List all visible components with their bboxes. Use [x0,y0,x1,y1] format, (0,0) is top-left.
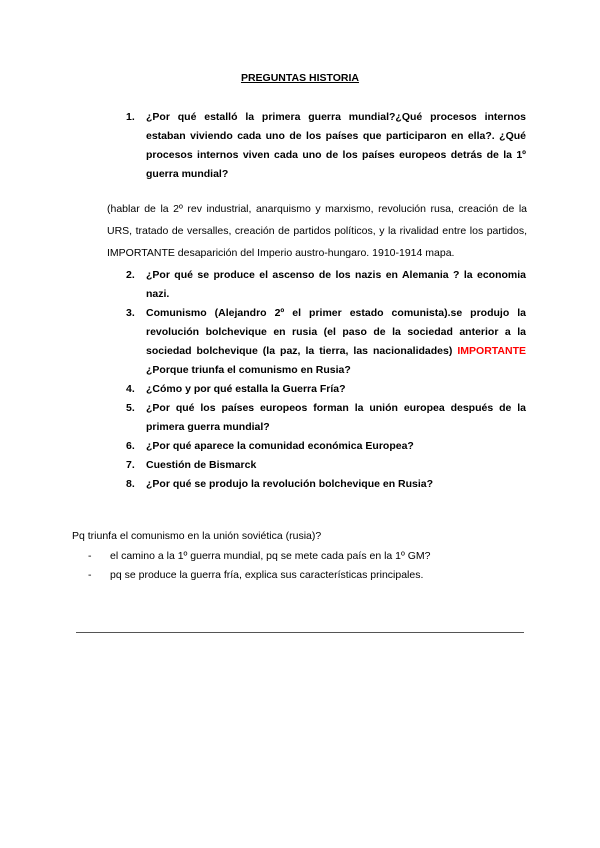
question-text: ¿Por qué los países europeos forman la unión europea después de la primera guerra mundial? [146,402,526,433]
question-text [146,304,526,380]
list-item [88,566,528,585]
question-list [126,266,526,494]
question-3 [126,304,526,380]
question-number: 4. [126,383,135,395]
question-number: 2. [126,269,135,281]
question-7 [126,456,526,475]
list-item [88,547,528,566]
question-4 [126,380,526,399]
question-1 [126,108,526,184]
question-5 [126,399,526,437]
question-number: 1. [126,111,135,123]
question-number: 8. [126,478,135,490]
question-text: Cuestión de Bismarck [146,459,257,471]
question-number: 5. [126,402,135,414]
page-title: PREGUNTAS HISTORIA [240,72,360,84]
question-6 [126,437,526,456]
question-text: ¿Por qué se produjo la revolución bolchevique en Rusia? [146,478,434,490]
notes-paragraph: (hablar de la 2º rev industrial, anarquismo y marxismo, revolución rusa, creación de la URS, tratado de versalles, creación de partidos políticos, y la rivalidad entre los partidos, IMPORTANTE desaparición del Imperio austro-hungaro. 1910-1914 mapa. [107,203,527,259]
question-8 [126,475,526,494]
question-text-tail: ¿Porque triunfa el comunismo en Rusia? [146,364,351,376]
bullet-list [88,547,528,585]
list-item-text: pq se produce la guerra fría, explica sus características principales. [110,569,424,581]
question-text: ¿Cómo y por qué estalla la Guerra Fría? [146,383,346,395]
question-number: 7. [126,459,135,471]
question-2 [126,266,526,304]
question-number: 6. [126,440,135,452]
question-text-main: Comunismo (Alejandro 2º el primer estado comunista).se produjo la revolución bolchevique en rusia (el paso de la sociedad anterior a la sociedad bolchevique (la paz, la tierra, las nacionalidades) [146,307,526,357]
dash-marker: - [88,569,92,581]
question-number: 3. [126,307,135,319]
follow-up-question: Pq triunfa el comunismo en la unión soviética (rusia)? [72,530,322,542]
important-label: IMPORTANTE [457,345,527,357]
list-item-text: el camino a la 1º guerra mundial, pq se mete cada país en la 1º GM? [110,550,431,562]
horizontal-divider [76,632,524,633]
question-text: ¿Por qué aparece la comunidad económica Europea? [146,440,414,452]
dash-marker: - [88,550,92,562]
question-text: ¿Por qué se produce el ascenso de los nazis en Alemania ? la economia nazi. [146,269,526,300]
question-text: ¿Por qué estalló la primera guerra mundial?¿Qué procesos internos estaban viviendo cada uno de los países que participaron en ella?. ¿Qué procesos internos viven cada uno de los países europeos detrás de la 1º guerra mundial? [146,111,526,180]
